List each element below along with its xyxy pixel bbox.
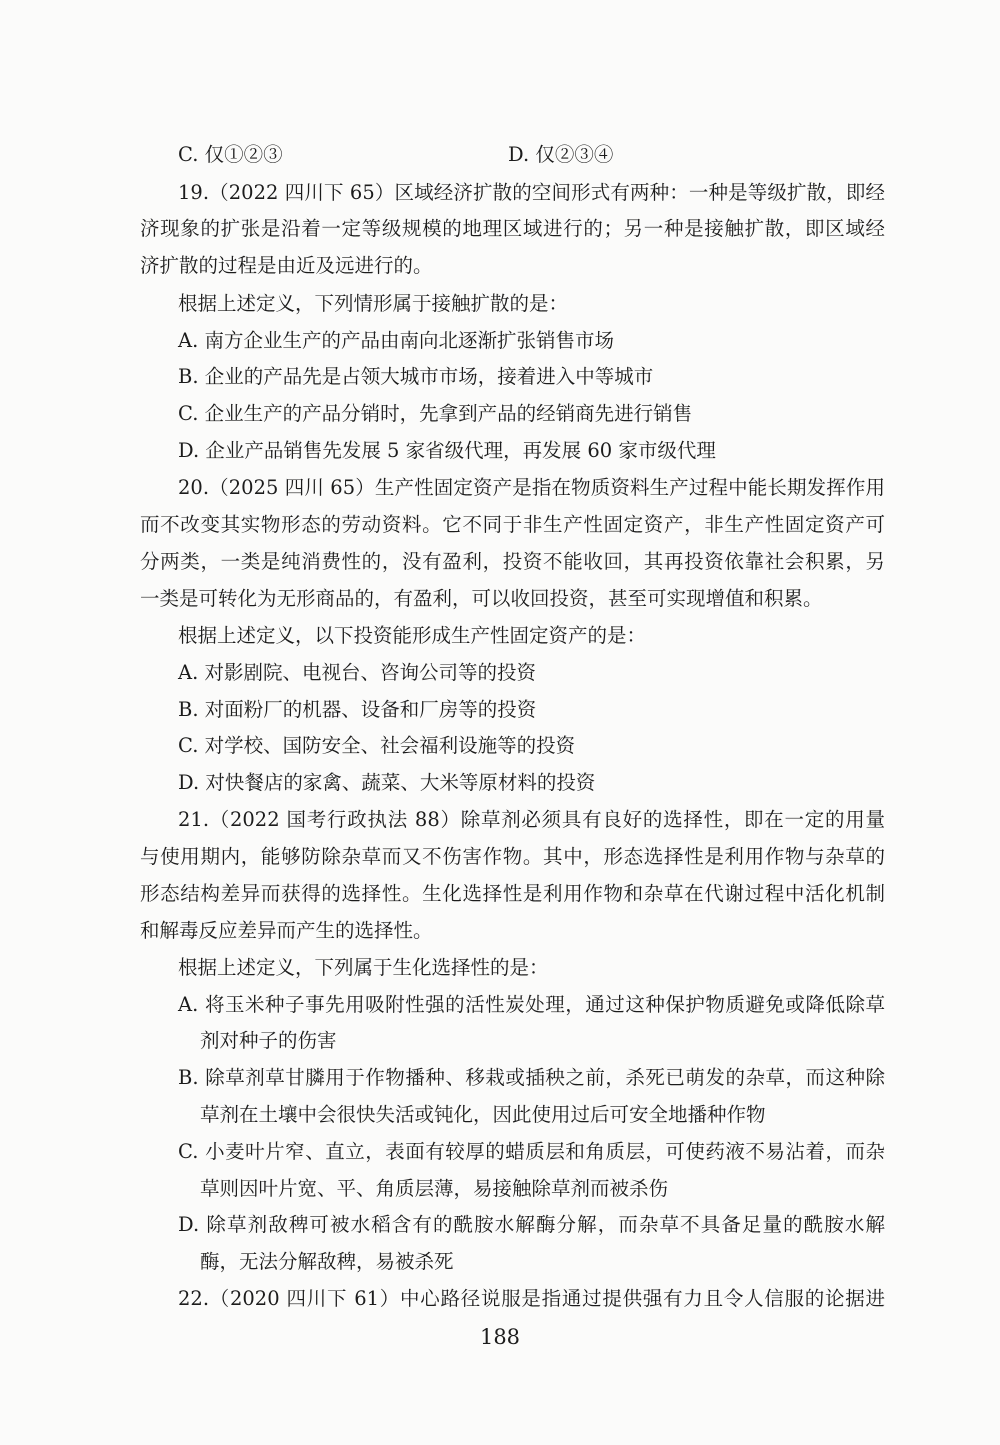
option-d: D. 仅②③④	[508, 143, 614, 166]
q21-option-a-cont: 剂对种子的伤害	[200, 1029, 337, 1052]
q21-stem-line: 与使用期内，能够防除杂草而又不伤害作物。其中，形态选择性是利用作物与杂草的	[140, 845, 885, 868]
q21-option-b: B. 除草剂草甘膦用于作物播种、移栽或插秧之前，杀死已萌发的杂草，而这种除	[178, 1066, 885, 1089]
previous-options	[178, 140, 885, 170]
q20-stem-line: 20.（2025 四川 65）生产性固定资产是指在物质资料生产过程中能长期发挥作用	[178, 476, 885, 499]
q19-question: 根据上述定义，下列情形属于接触扩散的是：	[178, 292, 569, 315]
q19-stem-line: 19.（2022 四川下 65）区域经济扩散的空间形式有两种：一种是等级扩散，即经	[178, 181, 885, 204]
q20-option-c: C. 对学校、国防安全、社会福利设施等的投资	[178, 734, 576, 757]
q19-option-d: D. 企业产品销售先发展 5 家省级代理，再发展 60 家市级代理	[178, 439, 716, 462]
q19-option-c: C. 企业生产的产品分销时，先拿到产品的经销商先进行销售	[178, 402, 693, 425]
q19-option-a: A. 南方企业生产的产品由南向北逐渐扩张销售市场	[178, 329, 614, 352]
q20-option-a: A. 对影剧院、电视台、咨询公司等的投资	[178, 661, 536, 684]
q20-option-d: D. 对快餐店的家禽、蔬菜、大米等原材料的投资	[178, 771, 596, 794]
q19-option-b: B. 企业的产品先是占领大城市市场，接着进入中等城市	[178, 365, 654, 388]
q22-stem-line: 22.（2020 四川下 61）中心路径说服是指通过提供强有力且令人信服的论据进	[178, 1287, 885, 1310]
q21-option-d-cont: 酶，无法分解敌稗，易被杀死	[200, 1250, 454, 1273]
q21-option-d: D. 除草剂敌稗可被水稻含有的酰胺水解酶分解，而杂草不具备足量的酰胺水解	[178, 1213, 885, 1236]
q20-stem-line: 分两类，一类是纯消费性的，没有盈利，投资不能收回，其再投资依靠社会积累，另	[140, 550, 885, 573]
option-c: C. 仅①②③	[178, 143, 283, 166]
q21-stem-line: 形态结构差异而获得的选择性。生化选择性是利用作物和杂草在代谢过程中活化机制	[140, 882, 885, 905]
q21-option-b-cont: 草剂在土壤中会很快失活或钝化，因此使用过后可安全地播种作物	[200, 1103, 766, 1126]
q19-stem-line: 济现象的扩张是沿着一定等级规模的地理区域进行的；另一种是接触扩散，即区域经	[140, 217, 885, 240]
q20-option-b: B. 对面粉厂的机器、设备和厂房等的投资	[178, 698, 537, 721]
q21-stem-line: 21.（2022 国考行政执法 88）除草剂必须具有良好的选择性，即在一定的用量	[178, 808, 885, 831]
q19-stem-line: 济扩散的过程是由近及远进行的。	[140, 254, 433, 277]
q21-option-c: C. 小麦叶片窄、直立，表面有较厚的蜡质层和角质层，可使药液不易沾着，而杂	[178, 1140, 885, 1163]
page-number: 188	[479, 1325, 521, 1349]
q21-option-c-cont: 草则因叶片宽、平、角质层薄，易接触除草剂而被杀伤	[200, 1177, 669, 1200]
q21-question: 根据上述定义，下列属于生化选择性的是：	[178, 956, 549, 979]
q20-stem-line: 而不改变其实物形态的劳动资料。它不同于非生产性固定资产，非生产性固定资产可	[140, 513, 885, 536]
q21-option-a: A. 将玉米种子事先用吸附性强的活性炭处理，通过这种保护物质避免或降低除草	[178, 993, 885, 1016]
q20-stem-line: 一类是可转化为无形商品的，有盈利，可以收回投资，甚至可实现增值和积累。	[140, 587, 823, 610]
q21-stem-line: 和解毒反应差异而产生的选择性。	[140, 919, 433, 942]
q20-question: 根据上述定义，以下投资能形成生产性固定资产的是：	[178, 624, 647, 647]
